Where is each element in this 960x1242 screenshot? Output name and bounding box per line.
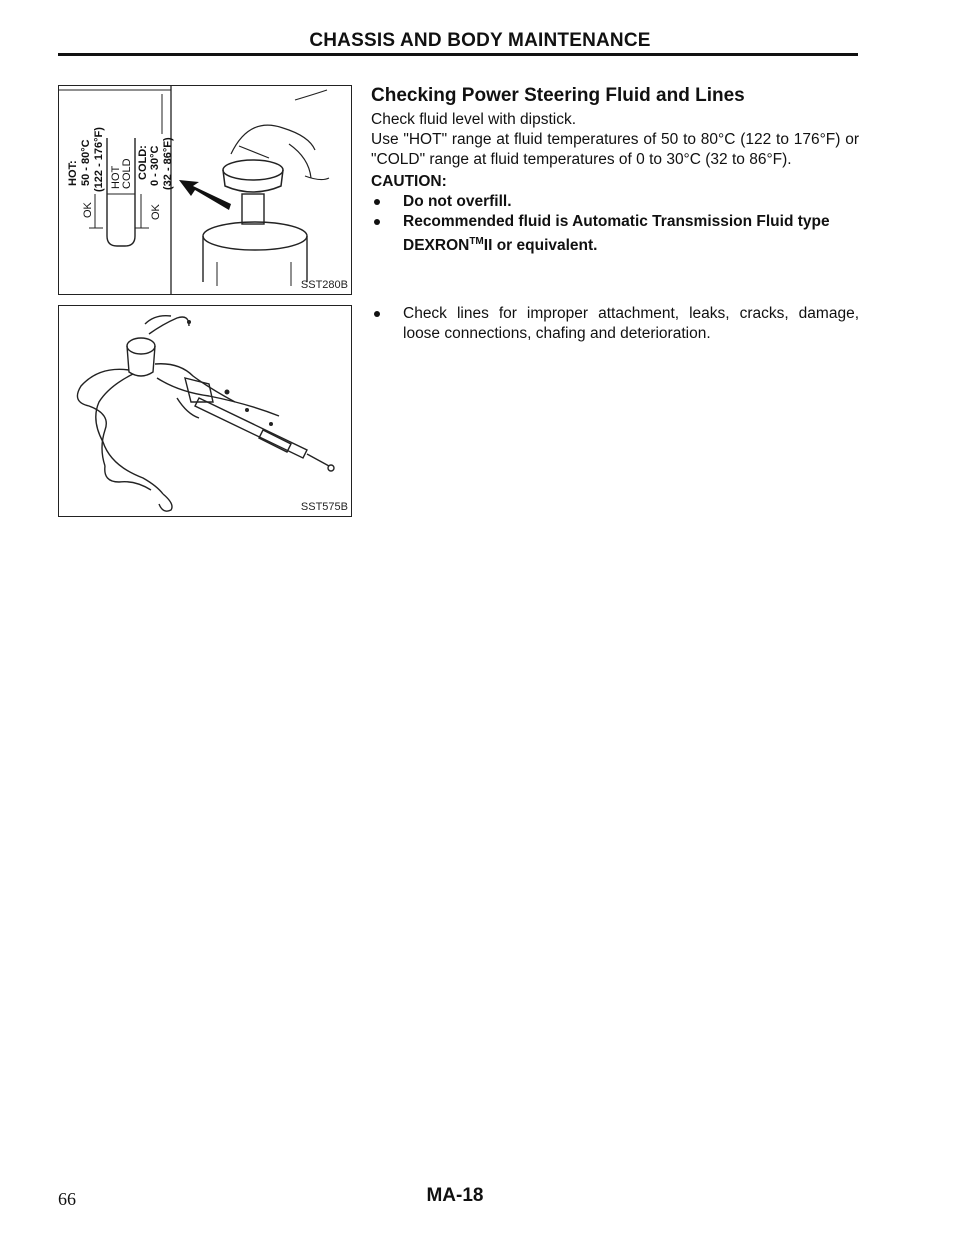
caution-text: Recommended fluid is Automatic Transmission Fluid type DEXRON xyxy=(403,213,830,255)
lines-check-text: Check lines for improper attachment, leaks, cracks, damage, loose connections, chafing and deterioration. xyxy=(403,305,859,342)
caution-item-overfill xyxy=(371,192,859,212)
steering-lines-illustration xyxy=(59,306,351,516)
ok-left-label: OK xyxy=(82,202,94,218)
caution-text: Do not overfill. xyxy=(403,193,512,210)
caution-label: CAUTION: xyxy=(371,173,447,190)
cold-fahrenheit-label: (32 - 86°F) xyxy=(162,137,174,190)
dipstick-illustration xyxy=(59,86,351,294)
lines-check-item xyxy=(371,304,859,344)
trademark-superscript: TM xyxy=(469,236,484,247)
dipstick-cold-label: COLD xyxy=(121,158,133,189)
caution-list xyxy=(371,192,859,256)
instruction-ranges: Use "HOT" range at fluid temperatures of 50 to 80°C (122 to 176°F) or "COLD" range at fluid temperatures of 0 to 30°C (32 to 86°F). xyxy=(371,131,859,168)
page-header-title: CHASSIS AND BODY MAINTENANCE xyxy=(309,30,651,51)
hot-celsius-label: 50 - 80°C xyxy=(80,139,92,186)
hot-fahrenheit-label: (122 - 176°F) xyxy=(93,127,105,192)
figure-code: SST280B xyxy=(300,279,348,291)
ok-right-label: OK xyxy=(150,204,162,220)
caution-item-fluid xyxy=(371,212,859,256)
header-rule xyxy=(58,53,858,56)
figure-dipstick xyxy=(58,85,352,295)
hot-title-label: HOT: xyxy=(67,160,79,186)
lines-check-list xyxy=(371,304,859,344)
figure-steering-lines xyxy=(58,305,352,517)
section-title: Checking Power Steering Fluid and Lines xyxy=(371,85,745,106)
instruction-dipstick: Check fluid level with dipstick. xyxy=(371,111,577,128)
dipstick-hot-label: HOT xyxy=(110,165,122,189)
page-number: 66 xyxy=(58,1189,76,1209)
page-code: MA-18 xyxy=(426,1185,484,1206)
caution-text-end: II or equivalent. xyxy=(483,237,598,255)
cold-title-label: COLD: xyxy=(137,145,149,180)
cold-celsius-label: 0 - 30°C xyxy=(149,145,161,186)
section-checking-power-steering xyxy=(371,84,859,256)
figure-code: SST575B xyxy=(300,501,348,513)
